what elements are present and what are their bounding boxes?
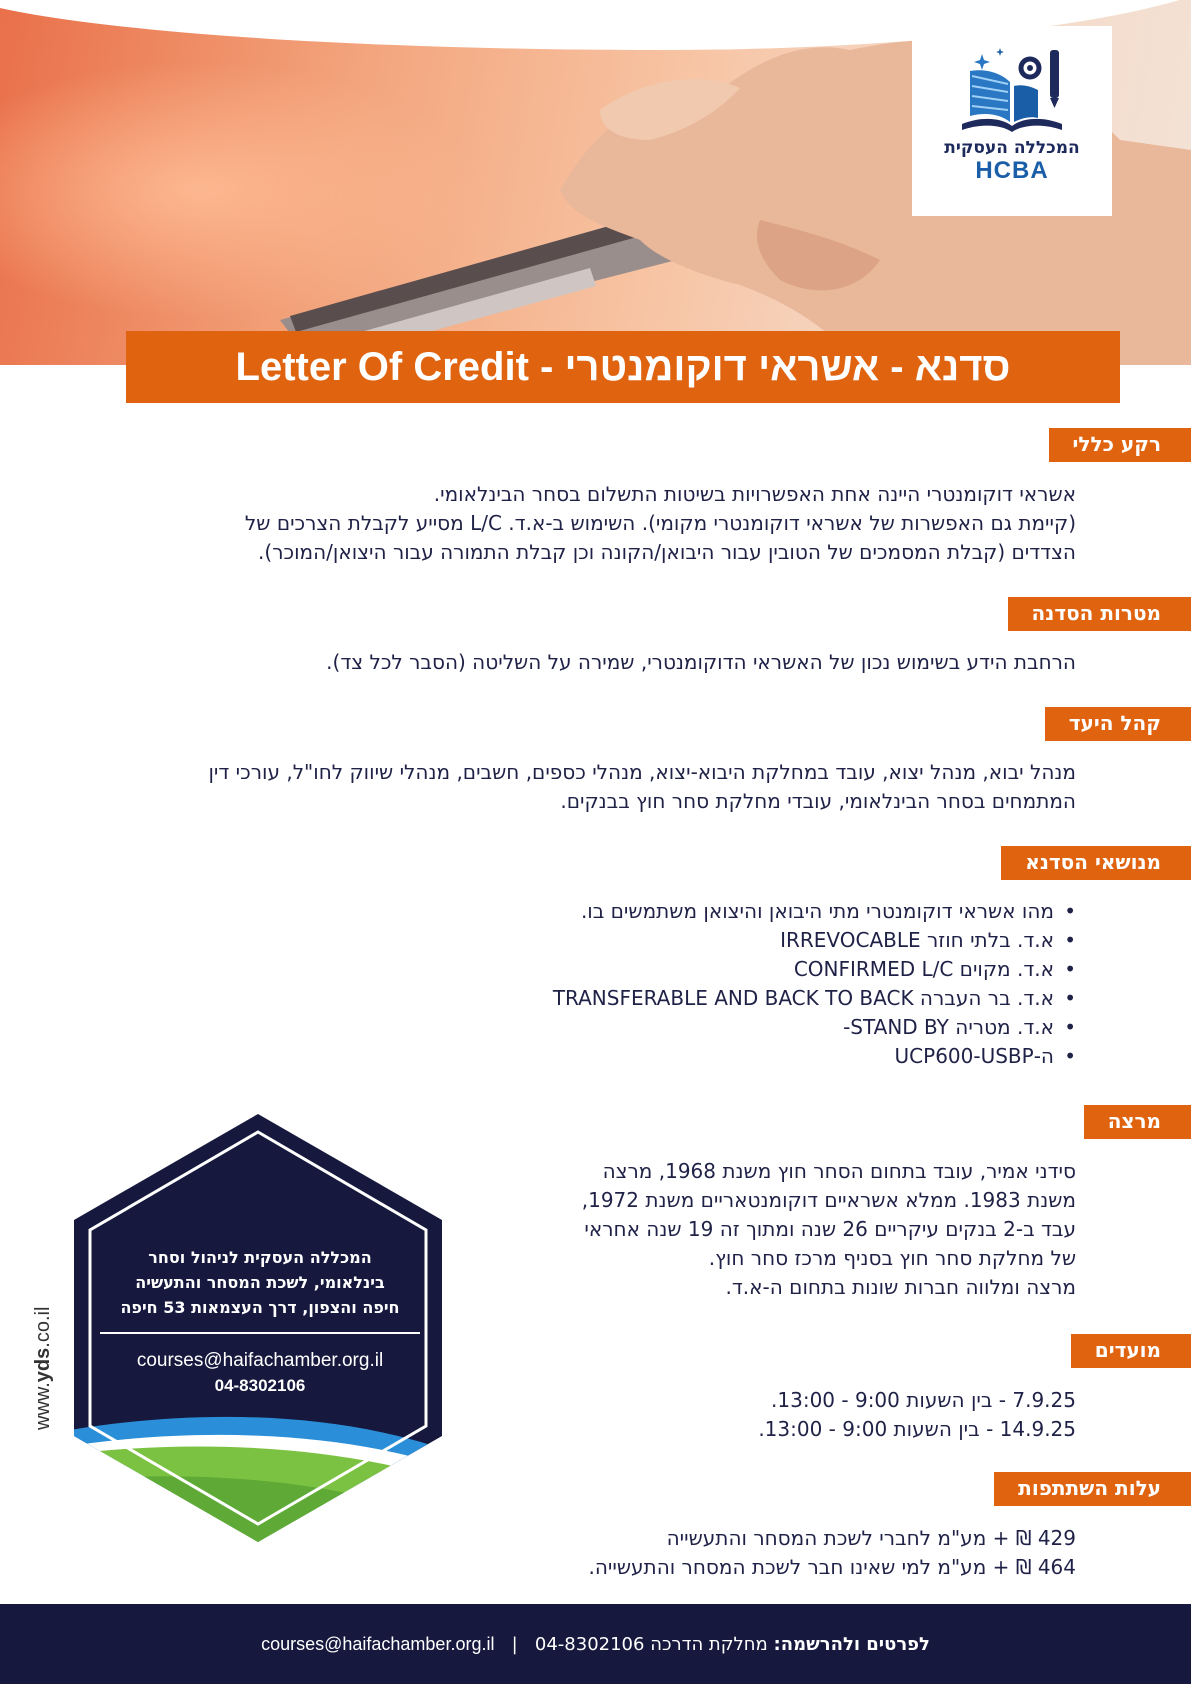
- footer-contact: [261, 1634, 930, 1655]
- bullet-icon: •: [1064, 986, 1076, 1010]
- date-line: 7.9.25 - בין השעות 9:00 - 13:00.: [771, 1388, 1076, 1412]
- lecturer-line: מרצה ומלווה חברות שונות בתחום ה-א.ד.: [725, 1275, 1076, 1299]
- lecturer-line: סידני אמיר, עובד בתחום הסחר חוץ משנת 1968, מרצה: [602, 1159, 1076, 1183]
- side-url-link[interactable]: [32, 1307, 55, 1430]
- org-address: [95, 1245, 425, 1320]
- cost-line: 464 ₪ + מע"מ למי שאינו חבר לשכת המסחר והתעשייה.: [588, 1555, 1076, 1579]
- topic-text: א.ד. בר העברה TRANSFERABLE AND BACK TO BACK: [552, 986, 1054, 1010]
- audience-line: מנהל יבוא, מנהל יצוא, עובד במחלקת היבוא-יצוא, מנהלי כספים, חשבים, מנהלי שיווק לחו"ל, עורכי דין: [208, 760, 1076, 784]
- section-label-goals: מטרות הסדנה: [1008, 597, 1191, 631]
- list-item: [553, 984, 1076, 1013]
- topic-text: ה-UCP600-USBP: [894, 1044, 1054, 1068]
- list-item: [553, 1013, 1076, 1042]
- url-suffix: .co.il: [32, 1306, 54, 1348]
- lecturer-line: עבד ב-2 בנקים עיקריים 26 שנה ומתוך זה 19 שנה אחראי: [584, 1217, 1076, 1241]
- footer-bar: [0, 1604, 1191, 1684]
- background-line: הצדדים (קבלת המסמכים של הטובין עבור היבואן/הקונה וכן קבלת התמורה עבור היצואן/המוכר).: [258, 540, 1076, 564]
- url-bold: yds: [32, 1347, 54, 1383]
- page-title: סדנא - אשראי דוקומנטרי - Letter Of Credit: [235, 344, 1011, 389]
- topic-text: א.ד. בלתי חוזר IRREVOCABLE: [780, 928, 1054, 952]
- bullet-icon: •: [1064, 928, 1076, 952]
- audience-line: המתמחים בסחר הבינלאומי, עובדי מחלקת סחר חוץ בבנקים.: [560, 789, 1076, 813]
- section-label-background: רקע כללי: [1049, 428, 1191, 462]
- lecturer-line: של מחלקת סחר חוץ בסניף מרכז סחר חוץ.: [708, 1246, 1076, 1270]
- contact-card-text: [95, 1245, 425, 1398]
- background-text: [245, 480, 1076, 567]
- topic-text: א.ד. מטריה STAND BY-: [843, 1015, 1054, 1039]
- list-item: [553, 926, 1076, 955]
- bullet-icon: •: [1064, 957, 1076, 981]
- goals-line: הרחבת הידע בשימוש נכון של האשראי הדוקומנטרי, שמירה על השליטה (הסבר לכל צד).: [326, 650, 1076, 674]
- date-line: 14.9.25 - בין השעות 9:00 - 13:00.: [758, 1417, 1076, 1441]
- list-item: [553, 1042, 1076, 1071]
- section-label-dates: מועדים: [1071, 1334, 1191, 1368]
- list-item: [553, 897, 1076, 926]
- section-label-audience: קהל היעד: [1045, 707, 1191, 741]
- org-line: חיפה והצפון, דרך העצמאות 53 חיפה: [120, 1298, 400, 1317]
- section-label-topics: מנושאי הסדנא: [1001, 846, 1191, 880]
- bullet-icon: •: [1064, 899, 1076, 923]
- footer-department: מחלקת הדרכה 04-8302106: [534, 1633, 768, 1655]
- contact-phone: 04-8302106: [214, 1376, 306, 1395]
- contact-email-link[interactable]: courses@haifachamber.org.il: [136, 1350, 384, 1371]
- background-line: (קיימת גם האפשרות של אשראי דוקומנטרי מקומי). השימוש ב-א.ד. L/C מסייע לקבלת הצרכים של: [244, 511, 1076, 535]
- book-gear-pencil-icon: [952, 46, 1072, 136]
- title-banner: [126, 331, 1120, 403]
- section-label-lecturer: מרצה: [1084, 1105, 1191, 1139]
- section-label-cost: עלות השתתפות: [994, 1472, 1191, 1506]
- divider: [100, 1332, 420, 1334]
- footer-email-link[interactable]: courses@haifachamber.org.il: [261, 1633, 495, 1654]
- org-line: בינלאומי, לשכת המסחר והתעשיה: [135, 1273, 385, 1292]
- background-line: אשראי דוקומנטרי היינה אחת האפשרויות בשיטות התשלום בסחר הבינלאומי.: [433, 482, 1076, 506]
- cost-text: [588, 1524, 1076, 1582]
- dates-text: [758, 1386, 1076, 1444]
- bullet-icon: •: [1064, 1015, 1076, 1039]
- topics-list-wrap: [553, 897, 1076, 1071]
- audience-text: [208, 758, 1076, 816]
- hcba-logo: [912, 26, 1112, 216]
- url-prefix: www.: [32, 1382, 54, 1430]
- goals-text: [326, 648, 1076, 677]
- lecturer-line: משנת 1983. ממלא אשראיים דוקומנטאריים משנת 1972,: [581, 1188, 1076, 1212]
- logo-english-name: HCBA: [975, 157, 1049, 184]
- footer-label: לפרטים ולהרשמה:: [773, 1633, 930, 1655]
- bullet-icon: •: [1064, 1044, 1076, 1068]
- topic-text: א.ד. מקוים CONFIRMED L/C: [793, 957, 1054, 981]
- lecturer-text: [582, 1157, 1076, 1302]
- topic-text: מהו אשראי דוקומנטרי מתי היבואן והיצואן משתמשים בו.: [580, 899, 1054, 923]
- logo-hebrew-name: המכללה העסקית: [944, 138, 1080, 158]
- cost-line: 429 ₪ + מע"מ לחברי לשכת המסחר והתעשייה: [666, 1526, 1076, 1550]
- topics-list: [553, 897, 1076, 1071]
- footer-separator: |: [511, 1633, 518, 1655]
- list-item: [553, 955, 1076, 984]
- org-line: המכללה העסקית לניהול וסחר: [148, 1248, 372, 1267]
